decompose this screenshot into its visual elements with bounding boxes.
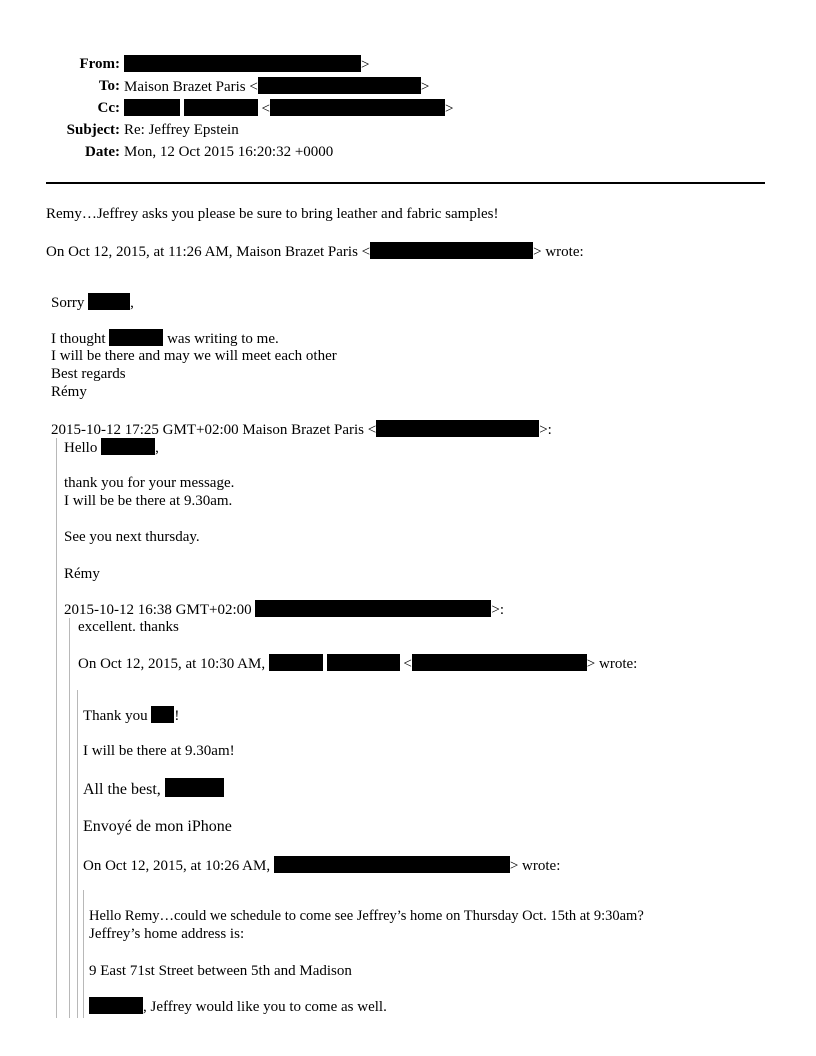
redaction (109, 329, 163, 346)
body-line: Best regards (51, 366, 126, 382)
from-value: > (124, 55, 369, 74)
redaction (269, 654, 323, 671)
body-line: Rémy (51, 384, 87, 400)
redaction (151, 706, 174, 723)
redaction (255, 600, 491, 617)
body-line: All the best, (83, 778, 224, 799)
body-line: Hello Remy…could we schedule to come see Jeffrey’s home on Thursday Oct. 15th at 9:30am? (89, 908, 644, 924)
quote-attribution: On Oct 12, 2015, at 10:30 AM, < > wrote: (78, 656, 638, 672)
body-line: Envoyé de mon iPhone (83, 818, 232, 835)
redaction (274, 856, 510, 873)
body-line: , Jeffrey would like you to come as well. (89, 997, 387, 1016)
quote-attribution: 2015-10-12 16:38 GMT+02:00 >: (64, 602, 505, 618)
body-line: Jeffrey’s home address is: (89, 926, 245, 942)
body-line: Rémy (64, 566, 100, 582)
date-value: Mon, 12 Oct 2015 16:20:32 +0000 (124, 144, 334, 160)
redaction (88, 293, 130, 310)
subject-value: Re: Jeffrey Epstein (124, 122, 239, 138)
redaction (184, 99, 258, 116)
quote-attribution: On Oct 12, 2015, at 10:26 AM, > wrote: (83, 858, 561, 874)
redaction (89, 997, 143, 1014)
redaction (165, 778, 224, 797)
body-line: Thank you ! (83, 708, 180, 724)
body-line: Remy…Jeffrey asks you please be sure to bring leather and fabric samples! (46, 206, 499, 222)
redaction (327, 654, 400, 671)
date-label: Date: (85, 144, 120, 160)
to-label: To: (98, 78, 120, 94)
redaction (370, 242, 533, 259)
body-line: See you next thursday. (64, 529, 200, 545)
body-line: Hello , (64, 440, 159, 456)
redaction (101, 438, 155, 455)
to-value: Maison Brazet Paris < > (124, 79, 430, 95)
subject-label: Subject: (66, 122, 120, 138)
body-line: excellent. thanks (78, 619, 179, 635)
cc-label: Cc: (97, 100, 120, 116)
from-label: From: (79, 56, 120, 72)
cc-value: < > (124, 99, 453, 118)
quote-bar (77, 690, 78, 1018)
body-line: I thought was writing to me. (51, 331, 279, 347)
redaction (124, 99, 180, 116)
redaction (376, 420, 539, 437)
header-divider (46, 182, 765, 184)
body-line: 9 East 71st Street between 5th and Madison (89, 963, 352, 979)
quote-attribution: On Oct 12, 2015, at 11:26 AM, Maison Brazet Paris < > wrote: (46, 244, 584, 260)
body-line: Sorry , (51, 295, 134, 311)
body-line: I will be be there at 9.30am. (64, 493, 233, 509)
quote-bar (69, 618, 70, 1018)
body-line: I will be there at 9.30am! (83, 743, 235, 759)
body-line: I will be there and may we will meet each other (51, 348, 337, 364)
quote-attribution: 2015-10-12 17:25 GMT+02:00 Maison Brazet Paris < >: (51, 422, 552, 438)
redaction (412, 654, 587, 671)
redaction (270, 99, 445, 116)
quote-bar (56, 438, 57, 1018)
quote-bar (83, 890, 84, 1018)
redaction (258, 77, 421, 94)
body-line: thank you for your message. (64, 475, 235, 491)
redaction (124, 55, 361, 72)
